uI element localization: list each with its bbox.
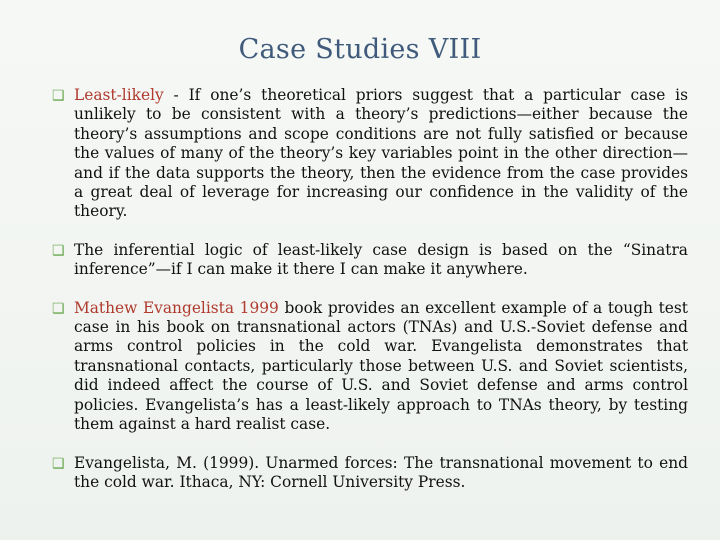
checkbox-bullet-icon: ❑ [52, 300, 65, 317]
bullet-item [52, 241, 688, 280]
bullet-list [52, 86, 688, 511]
bullet-highlight: Mathew Evangelista 1999 [74, 298, 279, 317]
checkbox-bullet-icon: ❑ [52, 242, 65, 259]
bullet-item [52, 299, 688, 435]
bullet-text: The inferential logic of least-likely case design is based on the “Sinatra inference”—if I can make it there I can make it anywhere. [74, 240, 688, 279]
checkbox-bullet-icon: ❑ [52, 455, 65, 472]
bullet-item [52, 86, 688, 222]
slide-title: Case Studies VIII [238, 34, 482, 65]
checkbox-bullet-icon: ❑ [52, 88, 65, 104]
bullet-text: Evangelista, M. (1999). Unarmed forces: The transnational movement to end the cold war. Ithaca, NY: Cornell University Press. [74, 453, 688, 491]
bullet-highlight: Least-likely [74, 86, 164, 104]
bullet-item [52, 454, 688, 493]
bullet-text: - If one’s theoretical priors suggest that a particular case is unlikely to be consistent with a theory’s predictions—either because the theory’s assumptions and scope conditions are not fully satisfied or because the values of many of the theory’s key variables point in the other direction—and if the data supports the theory, then the evidence from the case provides a great deal of leverage for increasing our confidence in the validity of the theory. [74, 86, 688, 221]
bullet-text: book provides an excellent example of a tough test case in his book on transnational actors (TNAs) and U.S.-Soviet defense and arms control policies in the cold war. Evangelista demonstrates that transnational contacts, particularly those between U.S. and Soviet scientists, did indeed affect the course of U.S. and Soviet defense and arms control policies. Evangelista’s has a least-likely approach to TNAs theory, by testing them against a hard realist case. [74, 298, 688, 434]
